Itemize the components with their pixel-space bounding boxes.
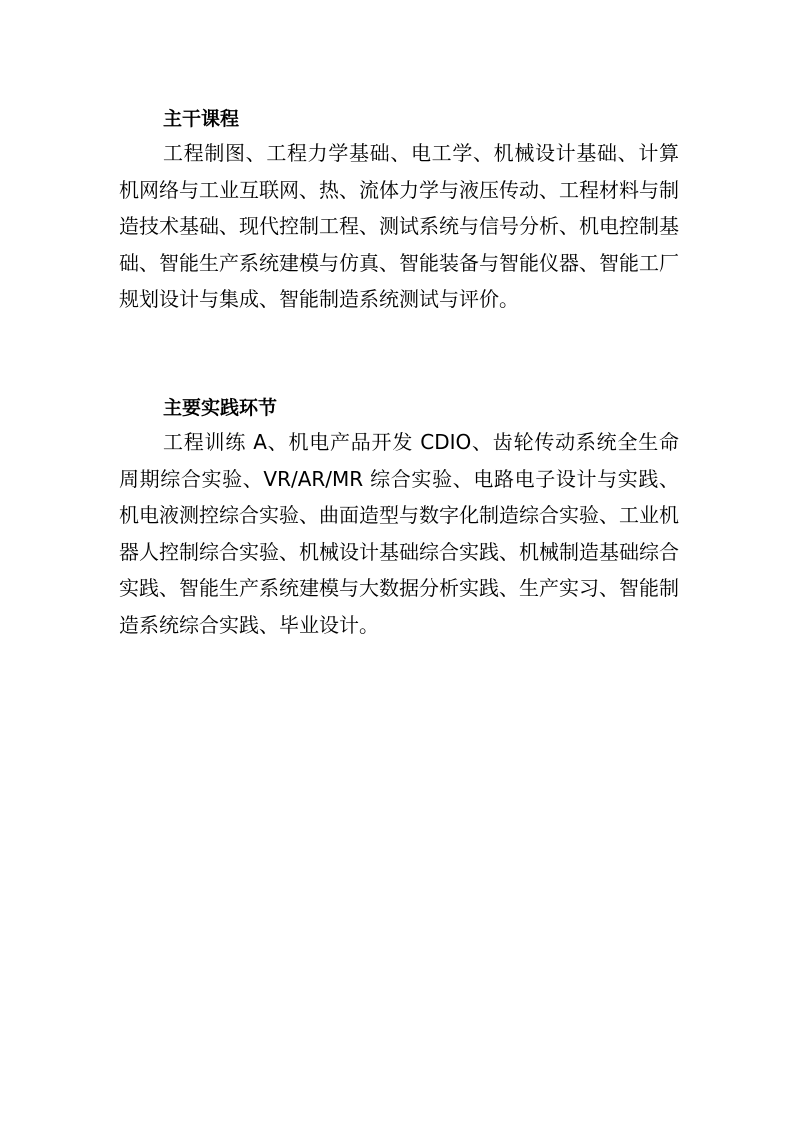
section-heading: 主要实践环节: [163, 397, 278, 419]
section-main-courses: [119, 103, 679, 318]
section-heading: 主干课程: [163, 108, 240, 130]
section-body: 工程训练 A、机电产品开发 CDIO、齿轮传动系统全生命周期综合实验、VR/AR/MR 综合实验、电路电子设计与实践、机电液测控综合实验、曲面造型与数字化制造综合实验、工业机器人控制综合实验、机械设计基础综合实践、机械制造基础综合实践、智能生产系统建模与大数据分析实践、生产实习、智能制造系统综合实践、毕业设计。: [119, 430, 679, 637]
section-practice: [119, 392, 679, 643]
section-body: 工程制图、工程力学基础、电工学、机械设计基础、计算机网络与工业互联网、热、流体力学与液压传动、工程材料与制造技术基础、现代控制工程、测试系统与信号分析、机电控制基础、智能生产系统建模与仿真、智能装备与智能仪器、智能工厂规划设计与集成、智能制造系统测试与评价。: [119, 141, 679, 311]
